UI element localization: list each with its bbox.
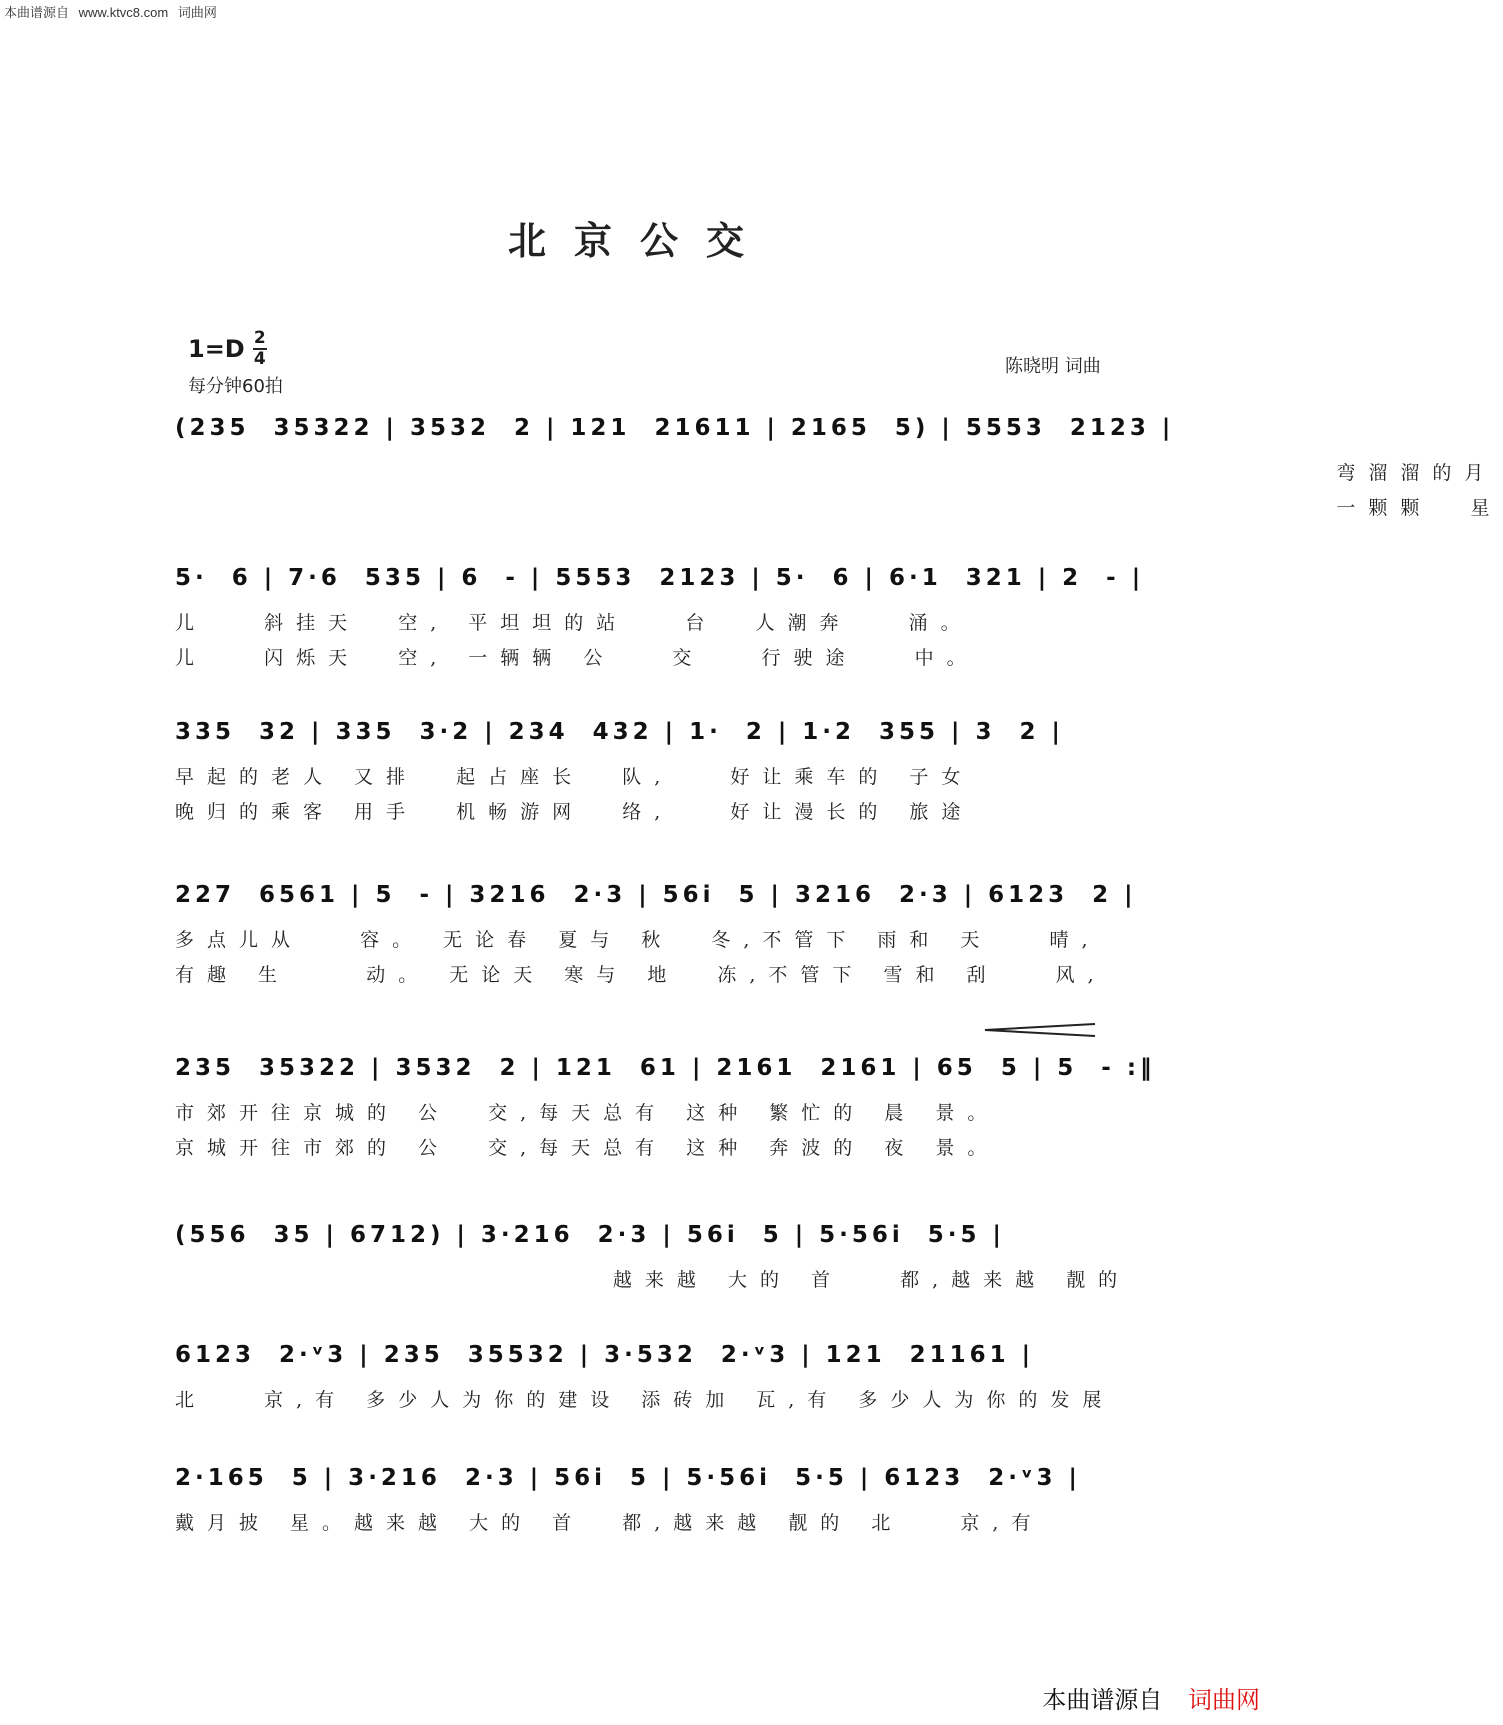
footer-brand[interactable]: 词曲网: [1188, 1686, 1260, 1714]
notation-line: 5· 6 | 7·6 535 | 6 - | 5553 2123 | 5· 6 | 6·1 321 | 2 - |: [175, 565, 1145, 591]
notation-line: 227 6561 | 5 - | 3216 2·3 | 56i 5 | 3216 2·3 | 6123 2 |: [175, 882, 1137, 908]
lyric-verse-1: 越来越 大的 首 都,越来越 靓的: [175, 1269, 1131, 1291]
lyric-verse-1: 多点儿从 容。 无论春 夏与 秋 冬,不管下 雨和 天 晴,: [175, 929, 1101, 951]
lyric-verse-1: 儿 斜挂天 空, 平坦坦的站 台 人潮奔 涌。: [175, 612, 973, 634]
site-header-url[interactable]: www.ktvc8.com: [78, 5, 169, 20]
lyric-verse-2: 一颗颗 星: [175, 497, 1503, 519]
lyric-verse-2: 晚归的乘客 用手 机畅游网 络, 好让漫长的 旅途: [175, 801, 974, 823]
time-signature-top: 2: [253, 328, 266, 348]
lyric-verse-2: 儿 闪烁天 空, 一辆辆 公 交 行驶途 中。: [175, 647, 979, 669]
notation-line: 6123 2·ᵛ3 | 235 35532 | 3·532 2·ᵛ3 | 121 21161 |: [175, 1342, 1035, 1368]
site-footer: [1042, 1680, 1260, 1715]
notation-line: 335 32 | 335 3·2 | 234 432 | 1· 2 | 1·2 355 | 3 2 |: [175, 719, 1064, 745]
notation-line: 2·165 5 | 3·216 2·3 | 56i 5 | 5·56i 5·5 | 6123 2·ᵛ3 |: [175, 1465, 1081, 1491]
lyric-verse-1: 弯溜溜的月: [175, 462, 1497, 484]
notation-line: 235 35322 | 3532 2 | 121 61 | 2161 2161 | 65 5 | 5 - :‖: [175, 1055, 1156, 1081]
lyric-verse-1: 市郊开往京城的 公 交,每天总有 这种 繁忙的 晨 景。: [175, 1102, 1000, 1124]
decrescendo-mark: [985, 1022, 1095, 1038]
lyric-verse-1: 戴月披 星。越来越 大的 首 都,越来越 靓的 北 京,有: [175, 1512, 1044, 1534]
lyric-verse-1: 北 京,有 多少人为你的建设 添砖加 瓦,有 多少人为你的发展: [175, 1389, 1115, 1411]
footer-source-label: 本曲谱源自: [1042, 1686, 1163, 1714]
time-signature: [253, 330, 267, 368]
key-label: 1=D: [188, 335, 245, 363]
page-title: 北京公交: [507, 219, 772, 263]
notation-line: (235 35322 | 3532 2 | 121 21611 | 2165 5) | 5553 2123 |: [175, 415, 1175, 441]
site-header-name: 本曲谱源自: [4, 5, 70, 20]
lyric-verse-1: 早起的老人 又排 起占座长 队, 好让乘车的 子女: [175, 766, 974, 788]
site-header: [4, 2, 223, 21]
lyric-verse-2: 京城开往市郊的 公 交,每天总有 这种 奔波的 夜 景。: [175, 1137, 1000, 1159]
key-signature: [188, 330, 267, 368]
composer-credit: 陈晓明 词曲: [1005, 356, 1101, 377]
site-header-brand[interactable]: 词曲网: [177, 5, 217, 20]
notation-line: (556 35 | 6712) | 3·216 2·3 | 56i 5 | 5·56i 5·5 |: [175, 1222, 1005, 1248]
lyric-verse-2: 有趣 生 动。 无论天 寒与 地 冻,不管下 雪和 刮 风,: [175, 964, 1107, 986]
time-signature-bottom: 4: [253, 349, 266, 369]
tempo-marking: 每分钟60拍: [188, 376, 283, 397]
